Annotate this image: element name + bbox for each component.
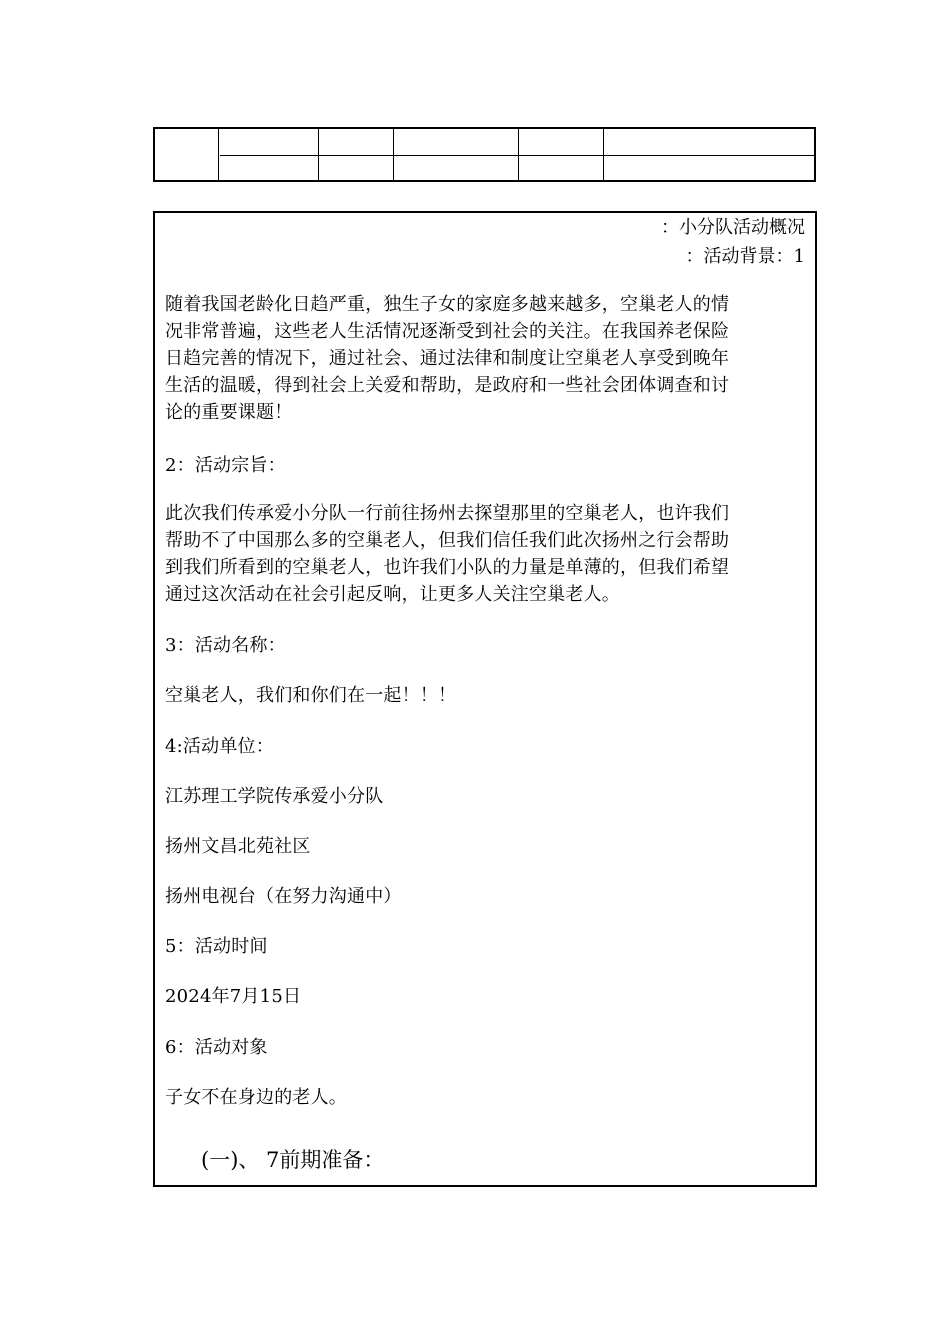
- background-line: 论的重要课题！: [165, 402, 293, 423]
- purpose-line: 通过这次活动在社会引起反响，让更多人关注空巢老人。: [165, 584, 620, 605]
- background-label: ：活动背景：1: [685, 246, 805, 267]
- table-row-divider: [220, 155, 814, 156]
- purpose-label: 2：活动宗旨：: [165, 455, 286, 476]
- background-line: 随着我国老龄化日趋严重，独生子女的家庭多越来越多，空巢老人的情: [165, 294, 730, 315]
- top-form-table: [153, 127, 816, 182]
- purpose-line: 帮助不了中国那么多的空巢老人，但我们信任我们此次扬州之行会帮助: [165, 530, 730, 551]
- unit-item: 扬州电视台（在努力沟通中）: [165, 886, 402, 907]
- unit-item: 扬州文昌北苑社区: [165, 836, 311, 857]
- units-label: 4:活动单位：: [165, 736, 274, 757]
- time-value: 2024年7月15日: [165, 986, 302, 1007]
- activity-overview-box: [153, 211, 817, 1187]
- background-line: 生活的温暖，得到社会上关爱和帮助，是政府和一些社会团体调查和讨: [165, 375, 730, 396]
- overview-title: ：小分队活动概况: [661, 217, 805, 238]
- name-label: 3：活动名称：: [165, 635, 286, 656]
- target-label: 6：活动对象: [165, 1037, 268, 1058]
- prep-heading: (一)、 7前期准备：: [201, 1148, 385, 1172]
- background-line: 况非常普遍，这些老人生活情况逐渐受到社会的关注。在我国养老保险: [165, 321, 730, 342]
- unit-item: 江苏理工学院传承爱小分队: [165, 786, 384, 807]
- purpose-line: 此次我们传承爱小分队一行前往扬州去探望那里的空巢老人，也许我们: [165, 503, 730, 524]
- table-divider: [218, 129, 219, 180]
- target-value: 子女不在身边的老人。: [165, 1087, 347, 1108]
- purpose-line: 到我们所看到的空巢老人，也许我们小队的力量是单薄的，但我们希望: [165, 557, 730, 578]
- name-value: 空巢老人，我们和你们在一起！！！: [165, 685, 457, 706]
- background-line: 日趋完善的情况下，通过社会、通过法律和制度让空巢老人享受到晚年: [165, 348, 730, 369]
- time-label: 5：活动时间: [165, 936, 268, 957]
